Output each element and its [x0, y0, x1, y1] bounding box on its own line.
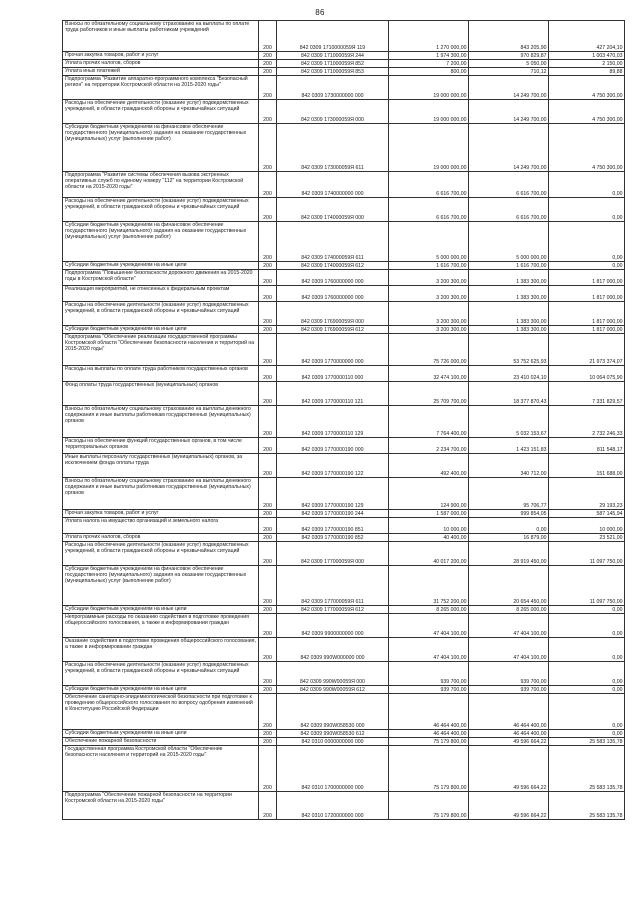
row-classification: 842 0309 171000059Я 852	[277, 60, 389, 68]
row-code: 200	[259, 566, 277, 606]
row-code: 200	[259, 518, 277, 534]
row-classification: 842 0309 173000059Я 000	[277, 100, 389, 124]
row-approved-amount: 75 179 800,00	[389, 746, 469, 792]
row-classification: 842 0309 1770000190 000	[277, 438, 389, 454]
row-classification: 842 0309 174000059Я 000	[277, 198, 389, 222]
row-classification: 842 0309 1770000110 000	[277, 366, 389, 382]
row-classification: 842 0309 171000059Я 853	[277, 68, 389, 76]
table-row	[63, 172, 625, 198]
row-unexecuted-amount: 587 145,94	[549, 510, 625, 518]
row-name: Оказание содействия в подготовке проведения общероссийского голосования, а также в информировании граждан	[63, 638, 259, 662]
table-row	[63, 286, 625, 302]
row-executed-amount: 6 616 700,00	[469, 172, 549, 198]
row-classification: 842 0309 174000059Я 612	[277, 262, 389, 270]
table-row	[63, 478, 625, 510]
row-unexecuted-amount: 0,00	[549, 606, 625, 614]
table-row	[63, 52, 625, 60]
row-name: Непрограммные расходы по оказанию содействия в подготовке проведения общероссийского голосования, а также в информировании граждан	[63, 614, 259, 638]
table-row	[63, 302, 625, 326]
row-unexecuted-amount: 10 064 075,90	[549, 366, 625, 382]
row-name: Субсидии бюджетным учреждениям на финансовое обеспечение государственного (муниципального) задания на оказание государственных (муниципальных) услуг (выполнение работ)	[63, 222, 259, 262]
table-row	[63, 518, 625, 534]
row-executed-amount: 5 032 153,67	[469, 406, 549, 438]
row-approved-amount: 46 464 400,00	[389, 694, 469, 730]
row-unexecuted-amount: 0,00	[549, 662, 625, 686]
row-classification: 842 0309 990W00059Я 000	[277, 662, 389, 686]
row-unexecuted-amount: 811 548,17	[549, 438, 625, 454]
row-classification: 842 0309 1770000190 851	[277, 518, 389, 534]
row-name: Подпрограмма "Развитие системы обеспечения вызова экстренных оперативных служб по единому номеру "112" на территории Костромской области на 2015-2020 годы"	[63, 172, 259, 198]
row-code: 200	[259, 302, 277, 326]
row-approved-amount: 75 726 000,00	[389, 334, 469, 366]
table-row	[63, 68, 625, 76]
table-row	[63, 534, 625, 542]
table-row	[63, 262, 625, 270]
table-row	[63, 738, 625, 746]
table-row	[63, 198, 625, 222]
table-row	[63, 326, 625, 334]
table-row	[63, 382, 625, 406]
row-classification: 842 0309 1710000059Я 119	[277, 21, 389, 52]
row-unexecuted-amount: 0,00	[549, 638, 625, 662]
row-executed-amount: 14 249 700,00	[469, 100, 549, 124]
row-classification: 842 0309 990W058530 612	[277, 730, 389, 738]
row-classification: 842 0309 177000059Я 000	[277, 542, 389, 566]
row-executed-amount: 340 712,00	[469, 454, 549, 478]
row-approved-amount: 492 400,00	[389, 454, 469, 478]
row-name: Расходы на выплаты по оплате труда работников государственных органов	[63, 366, 259, 382]
table-row	[63, 60, 625, 68]
row-approved-amount: 3 200 300,00	[389, 302, 469, 326]
table-row	[63, 222, 625, 262]
row-approved-amount: 47 404 100,00	[389, 614, 469, 638]
row-executed-amount: 49 596 664,22	[469, 738, 549, 746]
row-approved-amount: 3 200 300,00	[389, 326, 469, 334]
row-executed-amount: 939 700,00	[469, 662, 549, 686]
row-approved-amount: 7 764 400,00	[389, 406, 469, 438]
row-unexecuted-amount: 0,00	[549, 262, 625, 270]
row-name: Подпрограмма "Повышение безопасности дорожного движения на 2015-2020 годы в Костромской области"	[63, 270, 259, 286]
row-approved-amount: 939 700,00	[389, 662, 469, 686]
row-name: Взносы по обязательному социальному страхованию на выплаты денежного содержания и иные выплаты работникам государственных (муниципальных) органов	[63, 406, 259, 438]
row-executed-amount: 46 464 400,00	[469, 730, 549, 738]
row-name: Расходы на обеспечение деятельности (оказание услуг) подведомственных учреждений, в области гражданской обороны и чрезвычайных ситуаций	[63, 662, 259, 686]
row-name: Подпрограмма "Развитие аппаратно-программного комплекса "Безопасный регион" на территории Костромской области на 2015-2020 годы"	[63, 76, 259, 100]
row-unexecuted-amount: 23 521,00	[549, 534, 625, 542]
row-executed-amount: 20 654 450,00	[469, 566, 549, 606]
row-code: 200	[259, 222, 277, 262]
row-executed-amount: 47 404 100,00	[469, 614, 549, 638]
table-row	[63, 100, 625, 124]
row-classification: 842 0309 1770000190 122	[277, 454, 389, 478]
row-classification: 842 0309 1770000190 244	[277, 510, 389, 518]
row-classification: 842 0309 173000059Я 611	[277, 124, 389, 172]
row-name: Расходы на обеспечение деятельности (оказание услуг) подведомственных учреждений, в области гражданской обороны и чрезвычайных ситуаций	[63, 198, 259, 222]
row-executed-amount: 999 854,05	[469, 510, 549, 518]
row-name: Расходы на обеспечение деятельности (оказание услуг) подведомственных учреждений, в области гражданской обороны и чрезвычайных ситуаций	[63, 302, 259, 326]
row-code: 200	[259, 334, 277, 366]
table-row	[63, 510, 625, 518]
row-unexecuted-amount: 11 097 750,00	[549, 542, 625, 566]
row-executed-amount: 843 205,90	[469, 21, 549, 52]
row-approved-amount: 5 000 000,00	[389, 222, 469, 262]
table-row	[63, 124, 625, 172]
row-name: Иные выплаты персоналу государственных (муниципальных) органов, за исключением фонда оплаты труда	[63, 454, 259, 478]
row-executed-amount: 939 700,00	[469, 686, 549, 694]
row-approved-amount: 800,00	[389, 68, 469, 76]
row-executed-amount: 18 377 870,43	[469, 382, 549, 406]
table-row	[63, 406, 625, 438]
table-row	[63, 730, 625, 738]
row-unexecuted-amount: 0,00	[549, 198, 625, 222]
row-classification: 842 0309 1740000000 000	[277, 172, 389, 198]
row-code: 200	[259, 366, 277, 382]
table-row	[63, 792, 625, 820]
row-classification: 842 0309 1760000000 000	[277, 270, 389, 286]
row-name: Уплата налога на имущество организаций и земельного налога	[63, 518, 259, 534]
row-approved-amount: 19 000 000,00	[389, 76, 469, 100]
row-classification: 842 0309 1770000190 852	[277, 534, 389, 542]
row-unexecuted-amount: 25 583 135,78	[549, 746, 625, 792]
row-unexecuted-amount: 1 817 000,00	[549, 286, 625, 302]
row-executed-amount: 95 706,77	[469, 478, 549, 510]
row-executed-amount: 6 616 700,00	[469, 198, 549, 222]
row-code: 200	[259, 614, 277, 638]
row-unexecuted-amount: 0,00	[549, 222, 625, 262]
row-code: 200	[259, 326, 277, 334]
row-approved-amount: 75 179 800,00	[389, 738, 469, 746]
row-name: Субсидии бюджетным учреждениям на финансовое обеспечение государственного (муниципального) задания на оказание государственных (муниципальных) услуг (выполнение работ)	[63, 124, 259, 172]
row-unexecuted-amount: 1 817 000,00	[549, 270, 625, 286]
row-name: Субсидии бюджетным учреждениям на финансовое обеспечение государственного (муниципального) задания на оказание государственных (муниципальных) услуг (выполнение работ)	[63, 566, 259, 606]
row-code: 200	[259, 510, 277, 518]
row-classification: 842 0310 1700000000 000	[277, 746, 389, 792]
row-name: Обеспечение пожарной безопасности	[63, 738, 259, 746]
row-unexecuted-amount: 0,00	[549, 730, 625, 738]
row-unexecuted-amount: 2 732 246,33	[549, 406, 625, 438]
table-row	[63, 366, 625, 382]
row-unexecuted-amount: 0,00	[549, 694, 625, 730]
row-unexecuted-amount: 0,00	[549, 614, 625, 638]
row-name: Расходы на обеспечение деятельности (оказание услуг) подведомственных учреждений, в области гражданской обороны и чрезвычайных ситуаций	[63, 542, 259, 566]
row-executed-amount: 970 829,87	[469, 52, 549, 60]
row-classification: 842 0309 1770000000 000	[277, 334, 389, 366]
row-code: 200	[259, 21, 277, 52]
row-code: 200	[259, 662, 277, 686]
row-unexecuted-amount: 4 750 300,00	[549, 100, 625, 124]
table-row	[63, 270, 625, 286]
row-name: Субсидии бюджетным учреждениям на иные цели	[63, 730, 259, 738]
row-code: 200	[259, 270, 277, 286]
row-code: 200	[259, 738, 277, 746]
row-unexecuted-amount: 151 688,00	[549, 454, 625, 478]
row-code: 200	[259, 606, 277, 614]
table-row	[63, 638, 625, 662]
row-name: Подпрограмма "Обеспечение реализации государственной программы Костромской области "Обеспечение безопасности населения и территорий на 2015-2020 годы"	[63, 334, 259, 366]
row-approved-amount: 8 265 000,00	[389, 606, 469, 614]
row-executed-amount: 46 464 400,00	[469, 694, 549, 730]
row-name: Реализация мероприятий, не отнесенных к федеральным проектам	[63, 286, 259, 302]
row-classification: 842 0309 177000059Я 611	[277, 566, 389, 606]
row-executed-amount: 1 383 300,00	[469, 286, 549, 302]
row-executed-amount: 23 410 024,10	[469, 366, 549, 382]
row-unexecuted-amount: 4 750 300,00	[549, 124, 625, 172]
row-classification: 842 0309 1760000000 000	[277, 286, 389, 302]
row-executed-amount: 49 596 664,22	[469, 792, 549, 820]
table-row	[63, 746, 625, 792]
row-code: 200	[259, 792, 277, 820]
page-number: 86	[315, 8, 325, 17]
row-code: 200	[259, 198, 277, 222]
row-executed-amount: 1 423 151,83	[469, 438, 549, 454]
row-name: Прочая закупка товаров, работ и услуг	[63, 52, 259, 60]
row-approved-amount: 3 200 300,00	[389, 270, 469, 286]
row-code: 200	[259, 52, 277, 60]
row-name: Уплата прочих налогов, сборов	[63, 60, 259, 68]
row-code: 200	[259, 262, 277, 270]
table-row	[63, 606, 625, 614]
row-code: 200	[259, 100, 277, 124]
row-unexecuted-amount: 21 973 374,07	[549, 334, 625, 366]
row-name: Подпрограмма "Обеспечение пожарной безопасности на территории Костромской области на 2015-2020 годы"	[63, 792, 259, 820]
row-approved-amount: 124 900,00	[389, 478, 469, 510]
row-classification: 842 0310 0000000000 000	[277, 738, 389, 746]
row-name: Субсидии бюджетным учреждениям на иные цели	[63, 326, 259, 334]
budget-execution-table	[62, 20, 625, 820]
row-classification: 842 0309 1730000000 000	[277, 76, 389, 100]
row-name: Взносы по обязательному социальному страхованию на выплаты по оплате труда работников и иные выплаты работникам учреждений	[63, 21, 259, 52]
row-approved-amount: 939 700,00	[389, 686, 469, 694]
row-unexecuted-amount: 11 097 750,00	[549, 566, 625, 606]
row-code: 200	[259, 478, 277, 510]
table-row	[63, 694, 625, 730]
row-code: 200	[259, 542, 277, 566]
row-name: Уплата иных платежей	[63, 68, 259, 76]
table-body	[63, 21, 625, 820]
table-row	[63, 662, 625, 686]
row-executed-amount: 47 404 100,00	[469, 638, 549, 662]
row-approved-amount: 2 234 700,00	[389, 438, 469, 454]
row-executed-amount: 49 596 664,22	[469, 746, 549, 792]
row-code: 200	[259, 76, 277, 100]
row-executed-amount: 28 919 450,00	[469, 542, 549, 566]
table-row	[63, 334, 625, 366]
row-unexecuted-amount: 427 204,10	[549, 21, 625, 52]
row-code: 200	[259, 124, 277, 172]
table-row	[63, 21, 625, 52]
row-executed-amount: 8 265 000,00	[469, 606, 549, 614]
row-name: Государственная программа Костромской области "Обеспечение безопасности населения и территорий на 2015-2020 годы"	[63, 746, 259, 792]
row-classification: 842 0309 990W000000 000	[277, 638, 389, 662]
row-code: 200	[259, 746, 277, 792]
row-classification: 842 0309 177000059Я 612	[277, 606, 389, 614]
table-row	[63, 454, 625, 478]
row-executed-amount: 16 879,00	[469, 534, 549, 542]
row-name: Обеспечение санитарно-эпидемиологической безопасности при подготовке к проведению общероссийского голосования по вопросу одобрения изменений в Конституцию Российской Федерации	[63, 694, 259, 730]
table-row	[63, 438, 625, 454]
row-approved-amount: 1 270 000,00	[389, 21, 469, 52]
row-name: Субсидии бюджетным учреждениям на иные цели	[63, 606, 259, 614]
row-unexecuted-amount: 10 000,00	[549, 518, 625, 534]
row-code: 200	[259, 172, 277, 198]
row-executed-amount: 1 383 300,00	[469, 270, 549, 286]
row-approved-amount: 6 616 700,00	[389, 172, 469, 198]
row-unexecuted-amount: 89,88	[549, 68, 625, 76]
row-classification: 842 0309 174000059Я 611	[277, 222, 389, 262]
table-row	[63, 542, 625, 566]
row-approved-amount: 19 000 000,00	[389, 124, 469, 172]
row-approved-amount: 40 017 200,00	[389, 542, 469, 566]
row-classification: 842 0309 171000059Я 244	[277, 52, 389, 60]
row-approved-amount: 47 404 100,00	[389, 638, 469, 662]
row-classification: 842 0309 9900000000 000	[277, 614, 389, 638]
table-row	[63, 686, 625, 694]
row-name: Расходы на обеспечение деятельности (оказание услуг) подведомственных учреждений, в области гражданской обороны и чрезвычайных ситуаций	[63, 100, 259, 124]
row-name: Расходы на обеспечение функций государственных органов, в том числе территориальных органов	[63, 438, 259, 454]
row-unexecuted-amount: 2 150,00	[549, 60, 625, 68]
row-unexecuted-amount: 4 750 300,00	[549, 76, 625, 100]
row-executed-amount: 14 249 700,00	[469, 124, 549, 172]
row-unexecuted-amount: 1 817 000,00	[549, 302, 625, 326]
row-name: Уплата прочих налогов, сборов	[63, 534, 259, 542]
row-code: 200	[259, 534, 277, 542]
row-executed-amount: 1 383 300,00	[469, 302, 549, 326]
row-classification: 842 0309 1770000190 129	[277, 478, 389, 510]
row-approved-amount: 40 400,00	[389, 534, 469, 542]
table-row	[63, 566, 625, 606]
row-executed-amount: 1 616 700,00	[469, 262, 549, 270]
row-executed-amount: 5 000 000,00	[469, 222, 549, 262]
row-code: 200	[259, 60, 277, 68]
row-code: 200	[259, 686, 277, 694]
row-code: 200	[259, 454, 277, 478]
row-classification: 842 0309 1770000110 121	[277, 382, 389, 406]
row-code: 200	[259, 694, 277, 730]
row-approved-amount: 1 587 000,00	[389, 510, 469, 518]
row-approved-amount: 46 464 400,00	[389, 730, 469, 738]
row-code: 200	[259, 68, 277, 76]
row-classification: 842 0309 176900059Я 612	[277, 326, 389, 334]
row-classification: 842 0309 990W00059Я 612	[277, 686, 389, 694]
row-name: Субсидии бюджетным учреждениям на иные цели	[63, 686, 259, 694]
row-executed-amount: 5 050,00	[469, 60, 549, 68]
row-code: 200	[259, 438, 277, 454]
row-approved-amount: 31 752 200,00	[389, 566, 469, 606]
row-classification: 842 0309 176900059Я 000	[277, 302, 389, 326]
row-name: Фонд оплаты труда государственных (муниципальных) органов	[63, 382, 259, 406]
row-executed-amount: 710,12	[469, 68, 549, 76]
row-code: 200	[259, 638, 277, 662]
row-approved-amount: 25 709 700,00	[389, 382, 469, 406]
row-unexecuted-amount: 1 003 470,03	[549, 52, 625, 60]
row-unexecuted-amount: 0,00	[549, 172, 625, 198]
row-unexecuted-amount: 7 331 829,57	[549, 382, 625, 406]
row-classification: 842 0309 990W058530 000	[277, 694, 389, 730]
row-code: 200	[259, 730, 277, 738]
row-unexecuted-amount: 25 583 135,78	[549, 792, 625, 820]
row-executed-amount: 14 249 700,00	[469, 76, 549, 100]
row-executed-amount: 53 752 625,93	[469, 334, 549, 366]
row-unexecuted-amount: 0,00	[549, 686, 625, 694]
row-executed-amount: 1 383 300,00	[469, 326, 549, 334]
row-code: 200	[259, 286, 277, 302]
row-approved-amount: 19 000 000,00	[389, 100, 469, 124]
table-row	[63, 76, 625, 100]
row-name: Прочая закупка товаров, работ и услуг	[63, 510, 259, 518]
row-approved-amount: 75 179 800,00	[389, 792, 469, 820]
row-code: 200	[259, 382, 277, 406]
row-name: Субсидии бюджетным учреждениям на иные цели	[63, 262, 259, 270]
row-approved-amount: 6 616 700,00	[389, 198, 469, 222]
row-approved-amount: 7 200,00	[389, 60, 469, 68]
row-classification: 842 0309 1770000110 129	[277, 406, 389, 438]
row-classification: 842 0310 1720000000 000	[277, 792, 389, 820]
row-approved-amount: 1 974 300,00	[389, 52, 469, 60]
row-unexecuted-amount: 1 817 000,00	[549, 326, 625, 334]
table-row	[63, 614, 625, 638]
row-unexecuted-amount: 25 583 135,78	[549, 738, 625, 746]
row-unexecuted-amount: 29 193,23	[549, 478, 625, 510]
row-code: 200	[259, 406, 277, 438]
row-executed-amount: 0,00	[469, 518, 549, 534]
row-approved-amount: 32 474 100,00	[389, 366, 469, 382]
row-approved-amount: 1 616 700,00	[389, 262, 469, 270]
row-name: Взносы по обязательному социальному страхованию на выплаты денежного содержания и иные выплаты работникам государственных (муниципальных) органов	[63, 478, 259, 510]
row-approved-amount: 10 000,00	[389, 518, 469, 534]
row-approved-amount: 3 200 300,00	[389, 286, 469, 302]
